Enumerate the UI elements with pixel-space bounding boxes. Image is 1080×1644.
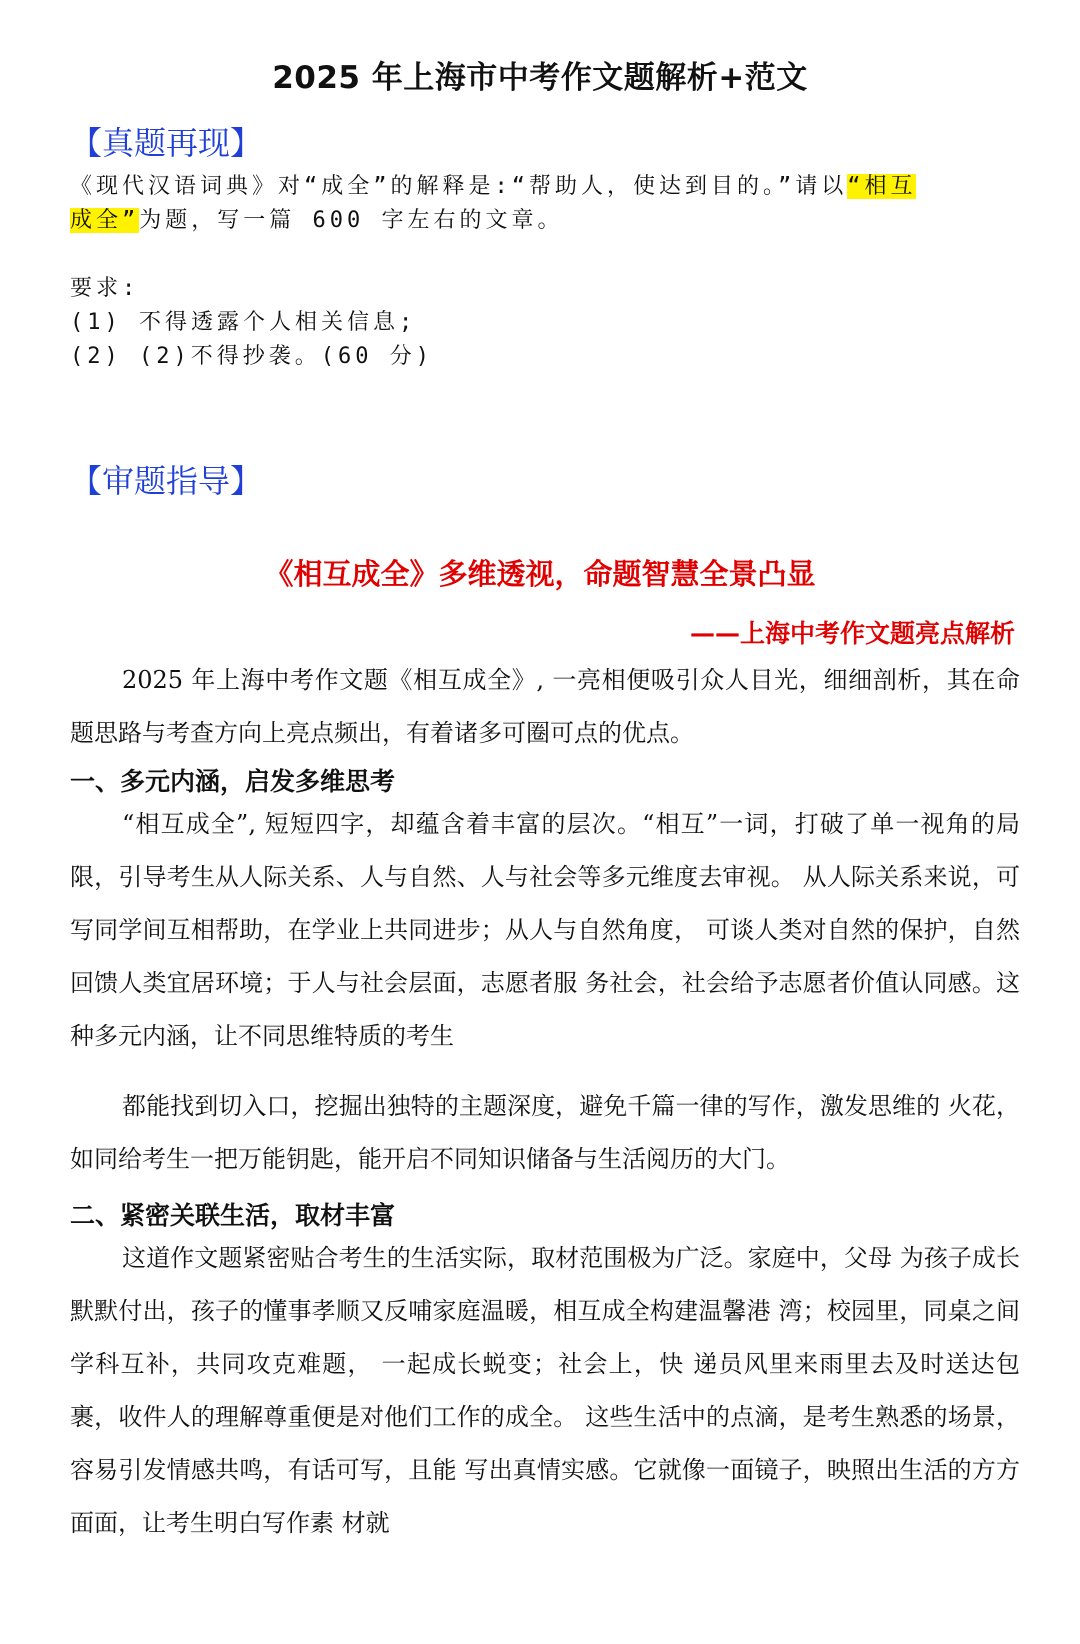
requirements-label: 要求: bbox=[70, 276, 140, 301]
requirement-1: (1) 不得透露个人相关信息; bbox=[70, 310, 417, 335]
section-heading-guidance: 【审题指导】 bbox=[70, 462, 263, 500]
prompt-text-after: 为题，写一篇 600 字左右的文章。 bbox=[139, 208, 564, 233]
point1-paragraph-2: 都能找到切入口，挖掘出独特的主题深度，避免千篇一律的写作，激发思维的 火花，如同给考生一把万能钥匙，能开启不同知识储备与生活阅历的大门。 bbox=[70, 1092, 1020, 1173]
prompt-highlight-b: 成全” bbox=[70, 208, 140, 233]
prompt-text-before: 《现代汉语词典》对“成全”的解释是:“帮助人，使达到目的。”请以 bbox=[70, 174, 848, 199]
point2-heading: 二、紧密关联生活，取材丰富 bbox=[70, 1201, 396, 1230]
essay-title: 《相互成全》多维透视，命题智慧全景凸显 bbox=[264, 557, 816, 591]
intro-paragraph: 2025 年上海中考作文题《相互成全》, 一亮相便吸引众人目光，细细剖析，其在命题思路与考查方向上亮点频出，有着诸多可圈可点的优点。 bbox=[70, 666, 1020, 747]
document-title: 2025 年上海市中考作文题解析+范文 bbox=[272, 60, 808, 96]
requirement-2: (2) (2)不得抄袭。(60 分) bbox=[70, 344, 433, 369]
point2-paragraph-1: 这道作文题紧密贴合考生的生活实际，取材范围极为广泛。家庭中，父母 为孩子成长默默付出，孩子的懂事孝顺又反哺家庭温暖，相互成全构建温馨港 湾；校园里，同桌之间学科互补，共同攻克难题， 一起成长蜕变；社会上，快 递员风里来雨里去及时送达包裹，收件人的理解尊重便是对他们工作的成全。 这些生活中的点滴，是考生熟悉的场景，容易引发情感共鸣，有话可写，且能 写出真情实感。它就像一面镜子，映照出生活的方方面面，让考生明白写作素 材就 bbox=[70, 1244, 1020, 1537]
point1-heading: 一、多元内涵，启发多维思考 bbox=[70, 767, 396, 796]
question-prompt bbox=[70, 170, 1020, 238]
prompt-highlight-a: “相互 bbox=[847, 174, 917, 199]
section-heading-question: 【真题再现】 bbox=[70, 124, 263, 162]
point1-paragraph-1: “相互成全”, 短短四字，却蕴含着丰富的层次。“相互”一词，打破了单一视角的局限，引导考生从人际关系、人与自然、人与社会等多元维度去审视。 从人际关系来说，可写同学间互相帮助，在学业上共同进步；从人与自然角度， 可谈人类对自然的保护，自然回馈人类宜居环境；于人与社会层面，志愿者服 务社会，社会给予志愿者价值认同感。这种多元内涵，让不同思维特质的考生 bbox=[70, 810, 1020, 1050]
essay-subtitle: ——上海中考作文题亮点解析 bbox=[689, 619, 1015, 648]
